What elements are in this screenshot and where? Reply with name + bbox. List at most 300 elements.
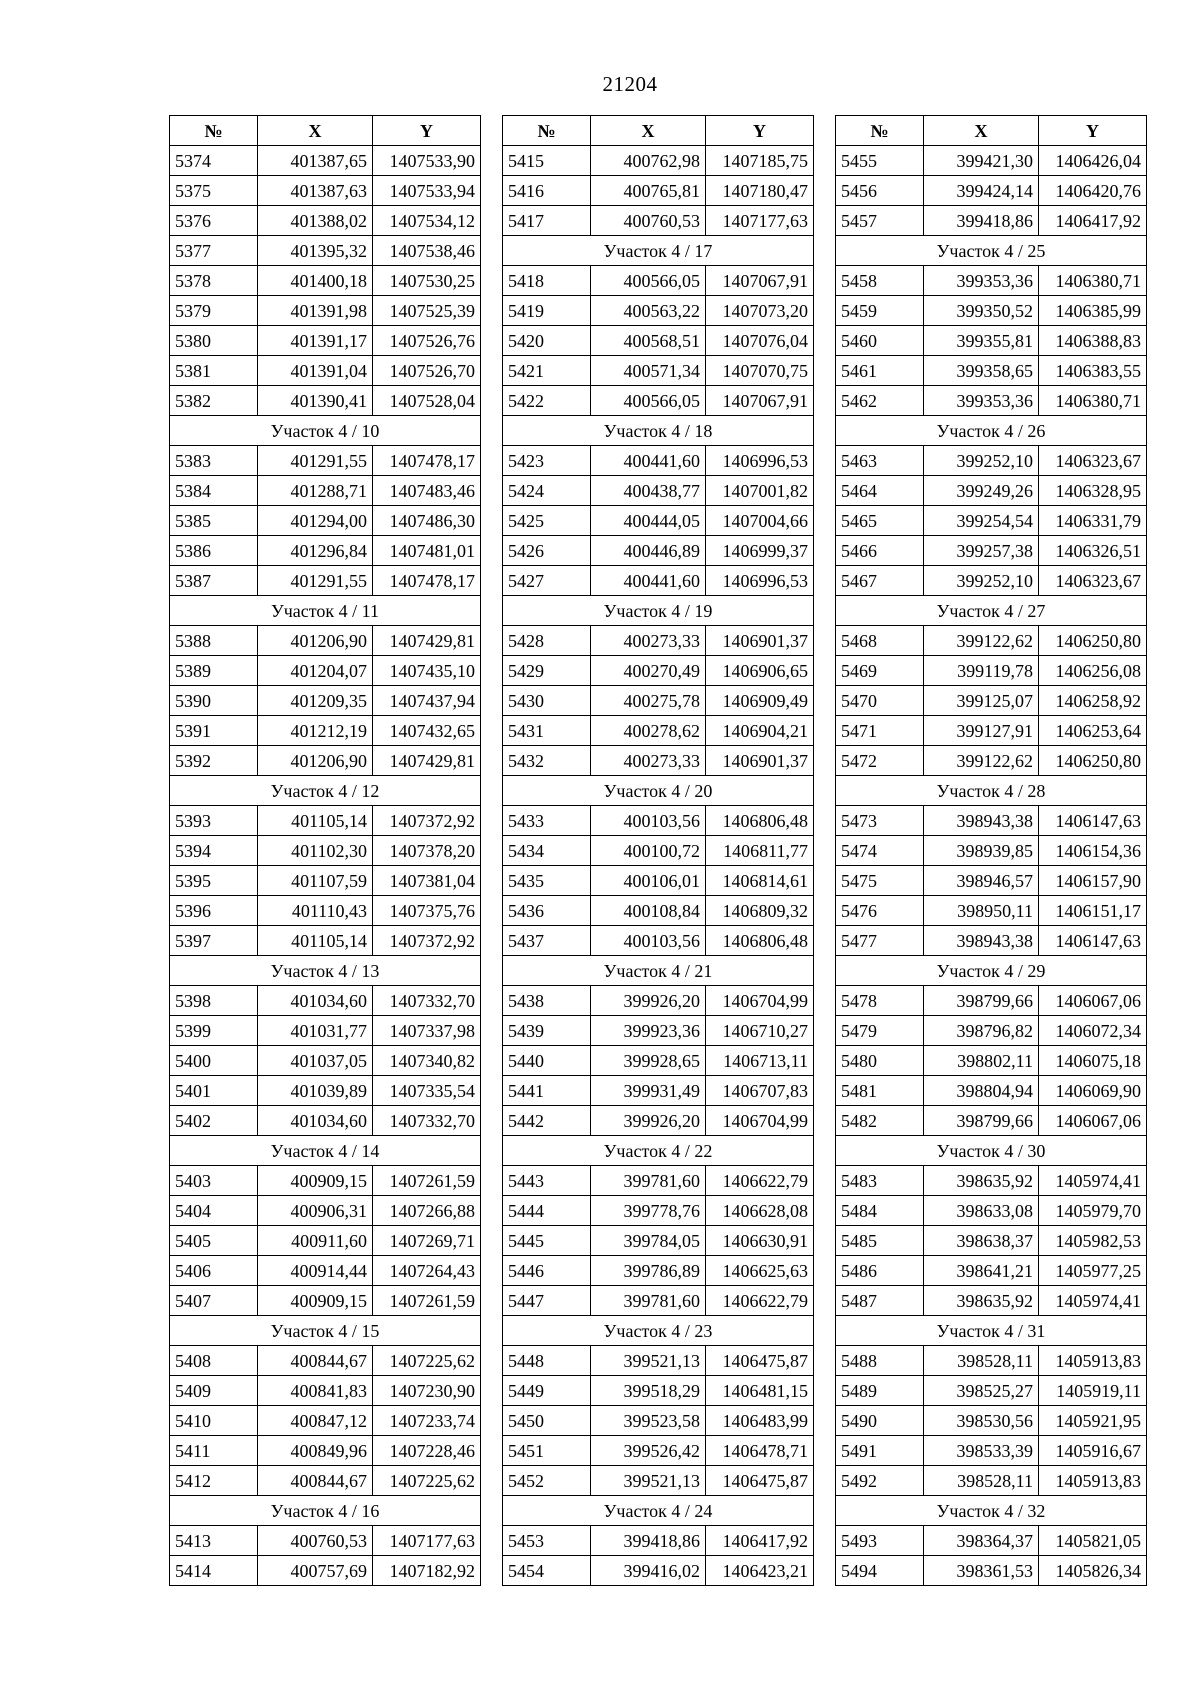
section-label: Участок 4 / 28 <box>836 776 1147 806</box>
x-coordinate: 400849,96 <box>258 1436 373 1466</box>
table-row <box>170 1226 481 1256</box>
table-row <box>503 266 814 296</box>
section-label: Участок 4 / 14 <box>170 1136 481 1166</box>
section-label: Участок 4 / 23 <box>503 1316 814 1346</box>
y-coordinate: 1407534,12 <box>373 206 481 236</box>
point-number: 5460 <box>836 326 924 356</box>
point-number: 5417 <box>503 206 591 236</box>
x-coordinate: 399252,10 <box>924 566 1039 596</box>
x-coordinate: 401291,55 <box>258 566 373 596</box>
x-coordinate: 401209,35 <box>258 686 373 716</box>
x-coordinate: 401291,55 <box>258 446 373 476</box>
y-coordinate: 1406420,76 <box>1039 176 1147 206</box>
table-row <box>503 326 814 356</box>
point-number: 5444 <box>503 1196 591 1226</box>
y-coordinate: 1406072,34 <box>1039 1016 1147 1046</box>
section-label: Участок 4 / 24 <box>503 1496 814 1526</box>
table-row <box>836 926 1147 956</box>
x-coordinate: 401105,14 <box>258 926 373 956</box>
x-coordinate: 398638,37 <box>924 1226 1039 1256</box>
x-coordinate: 399781,60 <box>591 1286 706 1316</box>
point-number: 5448 <box>503 1346 591 1376</box>
table-row <box>503 926 814 956</box>
x-coordinate: 399257,38 <box>924 536 1039 566</box>
y-coordinate: 1406481,15 <box>706 1376 814 1406</box>
section-row <box>836 416 1147 446</box>
table-row <box>836 1106 1147 1136</box>
x-coordinate: 401107,59 <box>258 866 373 896</box>
point-number: 5485 <box>836 1226 924 1256</box>
x-coordinate: 399358,65 <box>924 356 1039 386</box>
point-number: 5486 <box>836 1256 924 1286</box>
point-number: 5398 <box>170 986 258 1016</box>
table-row <box>836 1526 1147 1556</box>
x-coordinate: 399122,62 <box>924 746 1039 776</box>
x-coordinate: 400438,77 <box>591 476 706 506</box>
x-coordinate: 400106,01 <box>591 866 706 896</box>
x-coordinate: 401388,02 <box>258 206 373 236</box>
x-coordinate: 401102,30 <box>258 836 373 866</box>
x-coordinate: 400103,56 <box>591 926 706 956</box>
table-row <box>170 686 481 716</box>
y-coordinate: 1405977,25 <box>1039 1256 1147 1286</box>
y-coordinate: 1407067,91 <box>706 386 814 416</box>
y-coordinate: 1406901,37 <box>706 626 814 656</box>
y-coordinate: 1407525,39 <box>373 296 481 326</box>
point-number: 5403 <box>170 1166 258 1196</box>
y-coordinate: 1406906,65 <box>706 656 814 686</box>
y-coordinate: 1406423,21 <box>706 1556 814 1586</box>
point-number: 5431 <box>503 716 591 746</box>
point-number: 5402 <box>170 1106 258 1136</box>
point-number: 5397 <box>170 926 258 956</box>
point-number: 5424 <box>503 476 591 506</box>
x-coordinate: 399784,05 <box>591 1226 706 1256</box>
section-row <box>836 236 1147 266</box>
table-row <box>170 326 481 356</box>
point-number: 5435 <box>503 866 591 896</box>
table-row <box>836 1406 1147 1436</box>
table-row <box>503 1076 814 1106</box>
y-coordinate: 1406326,51 <box>1039 536 1147 566</box>
x-coordinate: 401391,17 <box>258 326 373 356</box>
table-row <box>503 566 814 596</box>
y-coordinate: 1406996,53 <box>706 566 814 596</box>
table-row <box>836 806 1147 836</box>
point-number: 5452 <box>503 1466 591 1496</box>
y-coordinate: 1407070,75 <box>706 356 814 386</box>
table-row <box>836 386 1147 416</box>
x-coordinate: 400847,12 <box>258 1406 373 1436</box>
point-number: 5400 <box>170 1046 258 1076</box>
table-body <box>503 146 814 1586</box>
table-row <box>836 1376 1147 1406</box>
point-number: 5384 <box>170 476 258 506</box>
point-number: 5423 <box>503 446 591 476</box>
x-coordinate: 400909,15 <box>258 1286 373 1316</box>
x-coordinate: 399518,29 <box>591 1376 706 1406</box>
section-row <box>836 1496 1147 1526</box>
point-number: 5386 <box>170 536 258 566</box>
y-coordinate: 1407264,43 <box>373 1256 481 1286</box>
point-number: 5469 <box>836 656 924 686</box>
section-label: Участок 4 / 19 <box>503 596 814 626</box>
header-x: X <box>924 116 1039 146</box>
table-row <box>836 1346 1147 1376</box>
table-row <box>836 1556 1147 1586</box>
y-coordinate: 1406380,71 <box>1039 266 1147 296</box>
section-row <box>836 776 1147 806</box>
x-coordinate: 401034,60 <box>258 1106 373 1136</box>
y-coordinate: 1407073,20 <box>706 296 814 326</box>
table-row <box>503 176 814 206</box>
x-coordinate: 400906,31 <box>258 1196 373 1226</box>
x-coordinate: 399353,36 <box>924 386 1039 416</box>
table-row <box>170 1556 481 1586</box>
x-coordinate: 398939,85 <box>924 836 1039 866</box>
point-number: 5462 <box>836 386 924 416</box>
x-coordinate: 401390,41 <box>258 386 373 416</box>
point-number: 5433 <box>503 806 591 836</box>
x-coordinate: 401212,19 <box>258 716 373 746</box>
y-coordinate: 1407261,59 <box>373 1286 481 1316</box>
point-number: 5413 <box>170 1526 258 1556</box>
y-coordinate: 1406806,48 <box>706 806 814 836</box>
table-row <box>836 476 1147 506</box>
y-coordinate: 1407332,70 <box>373 986 481 1016</box>
section-row <box>503 1496 814 1526</box>
x-coordinate: 399523,58 <box>591 1406 706 1436</box>
header-y: Y <box>373 116 481 146</box>
y-coordinate: 1407233,74 <box>373 1406 481 1436</box>
x-coordinate: 401206,90 <box>258 746 373 776</box>
table-row <box>836 206 1147 236</box>
point-number: 5436 <box>503 896 591 926</box>
table-row <box>503 1436 814 1466</box>
section-label: Участок 4 / 12 <box>170 776 481 806</box>
table-row <box>503 1346 814 1376</box>
point-number: 5405 <box>170 1226 258 1256</box>
table-row <box>503 1196 814 1226</box>
table-row <box>170 176 481 206</box>
x-coordinate: 401110,43 <box>258 896 373 926</box>
y-coordinate: 1406625,63 <box>706 1256 814 1286</box>
y-coordinate: 1406383,55 <box>1039 356 1147 386</box>
y-coordinate: 1405826,34 <box>1039 1556 1147 1586</box>
table-row <box>503 716 814 746</box>
x-coordinate: 398361,53 <box>924 1556 1039 1586</box>
table-row <box>503 1166 814 1196</box>
point-number: 5434 <box>503 836 591 866</box>
header-x: X <box>258 116 373 146</box>
point-number: 5385 <box>170 506 258 536</box>
section-row <box>170 1496 481 1526</box>
y-coordinate: 1407481,01 <box>373 536 481 566</box>
table-row <box>170 896 481 926</box>
table-row <box>503 656 814 686</box>
y-coordinate: 1406417,92 <box>706 1526 814 1556</box>
y-coordinate: 1406483,99 <box>706 1406 814 1436</box>
point-number: 5425 <box>503 506 591 536</box>
section-row <box>170 956 481 986</box>
section-row <box>503 1136 814 1166</box>
x-coordinate: 400278,62 <box>591 716 706 746</box>
point-number: 5415 <box>503 146 591 176</box>
y-coordinate: 1406628,08 <box>706 1196 814 1226</box>
table-row <box>503 986 814 1016</box>
table-row <box>503 1556 814 1586</box>
point-number: 5404 <box>170 1196 258 1226</box>
point-number: 5449 <box>503 1376 591 1406</box>
point-number: 5445 <box>503 1226 591 1256</box>
y-coordinate: 1407478,17 <box>373 446 481 476</box>
x-coordinate: 398946,57 <box>924 866 1039 896</box>
point-number: 5429 <box>503 656 591 686</box>
point-number: 5421 <box>503 356 591 386</box>
point-number: 5491 <box>836 1436 924 1466</box>
table-row <box>170 656 481 686</box>
point-number: 5458 <box>836 266 924 296</box>
table-row <box>836 656 1147 686</box>
point-number: 5380 <box>170 326 258 356</box>
x-coordinate: 401387,65 <box>258 146 373 176</box>
table-row <box>170 986 481 1016</box>
x-coordinate: 398633,08 <box>924 1196 1039 1226</box>
table-row <box>170 1286 481 1316</box>
section-label: Участок 4 / 18 <box>503 416 814 446</box>
point-number: 5482 <box>836 1106 924 1136</box>
header-num: № <box>836 116 924 146</box>
y-coordinate: 1406157,90 <box>1039 866 1147 896</box>
coordinates-table-3 <box>835 115 1147 1586</box>
y-coordinate: 1407372,92 <box>373 806 481 836</box>
x-coordinate: 398635,92 <box>924 1166 1039 1196</box>
point-number: 5442 <box>503 1106 591 1136</box>
header-row <box>503 116 814 146</box>
section-label: Участок 4 / 16 <box>170 1496 481 1526</box>
section-row <box>836 596 1147 626</box>
point-number: 5412 <box>170 1466 258 1496</box>
y-coordinate: 1407076,04 <box>706 326 814 356</box>
y-coordinate: 1406388,83 <box>1039 326 1147 356</box>
x-coordinate: 398364,37 <box>924 1526 1039 1556</box>
x-coordinate: 400566,05 <box>591 386 706 416</box>
y-coordinate: 1407225,62 <box>373 1346 481 1376</box>
y-coordinate: 1406996,53 <box>706 446 814 476</box>
y-coordinate: 1405919,11 <box>1039 1376 1147 1406</box>
section-row <box>170 596 481 626</box>
table-row <box>170 716 481 746</box>
y-coordinate: 1407177,63 <box>706 206 814 236</box>
y-coordinate: 1407261,59 <box>373 1166 481 1196</box>
table-row <box>170 866 481 896</box>
table-row <box>503 296 814 326</box>
y-coordinate: 1407180,47 <box>706 176 814 206</box>
y-coordinate: 1407340,82 <box>373 1046 481 1076</box>
point-number: 5378 <box>170 266 258 296</box>
y-coordinate: 1406417,92 <box>1039 206 1147 236</box>
x-coordinate: 398525,27 <box>924 1376 1039 1406</box>
x-coordinate: 399421,30 <box>924 146 1039 176</box>
x-coordinate: 399127,91 <box>924 716 1039 746</box>
section-row <box>836 956 1147 986</box>
table-row <box>836 1436 1147 1466</box>
point-number: 5382 <box>170 386 258 416</box>
y-coordinate: 1407269,71 <box>373 1226 481 1256</box>
table-row <box>170 1466 481 1496</box>
x-coordinate: 398641,21 <box>924 1256 1039 1286</box>
y-coordinate: 1406250,80 <box>1039 746 1147 776</box>
x-coordinate: 401387,63 <box>258 176 373 206</box>
table-row <box>836 1076 1147 1106</box>
x-coordinate: 398799,66 <box>924 1106 1039 1136</box>
section-row <box>503 596 814 626</box>
point-number: 5393 <box>170 806 258 836</box>
point-number: 5396 <box>170 896 258 926</box>
y-coordinate: 1406323,67 <box>1039 446 1147 476</box>
point-number: 5430 <box>503 686 591 716</box>
x-coordinate: 399355,81 <box>924 326 1039 356</box>
y-coordinate: 1406622,79 <box>706 1166 814 1196</box>
x-coordinate: 400273,33 <box>591 746 706 776</box>
point-number: 5468 <box>836 626 924 656</box>
x-coordinate: 399926,20 <box>591 1106 706 1136</box>
point-number: 5477 <box>836 926 924 956</box>
y-coordinate: 1406147,63 <box>1039 926 1147 956</box>
point-number: 5473 <box>836 806 924 836</box>
section-row <box>503 416 814 446</box>
point-number: 5472 <box>836 746 924 776</box>
point-number: 5383 <box>170 446 258 476</box>
point-number: 5387 <box>170 566 258 596</box>
x-coordinate: 401206,90 <box>258 626 373 656</box>
y-coordinate: 1407372,92 <box>373 926 481 956</box>
y-coordinate: 1406331,79 <box>1039 506 1147 536</box>
x-coordinate: 398528,11 <box>924 1466 1039 1496</box>
y-coordinate: 1407533,94 <box>373 176 481 206</box>
y-coordinate: 1407185,75 <box>706 146 814 176</box>
x-coordinate: 400108,84 <box>591 896 706 926</box>
table-row <box>503 476 814 506</box>
point-number: 5471 <box>836 716 924 746</box>
x-coordinate: 399119,78 <box>924 656 1039 686</box>
point-number: 5401 <box>170 1076 258 1106</box>
header-y: Y <box>706 116 814 146</box>
x-coordinate: 401294,00 <box>258 506 373 536</box>
point-number: 5440 <box>503 1046 591 1076</box>
table-row <box>503 536 814 566</box>
table-row <box>170 476 481 506</box>
table-row <box>836 266 1147 296</box>
y-coordinate: 1407004,66 <box>706 506 814 536</box>
section-label: Участок 4 / 15 <box>170 1316 481 1346</box>
x-coordinate: 401031,77 <box>258 1016 373 1046</box>
x-coordinate: 400103,56 <box>591 806 706 836</box>
section-label: Участок 4 / 21 <box>503 956 814 986</box>
point-number: 5490 <box>836 1406 924 1436</box>
y-coordinate: 1406069,90 <box>1039 1076 1147 1106</box>
table-row <box>836 536 1147 566</box>
x-coordinate: 399416,02 <box>591 1556 706 1586</box>
x-coordinate: 399521,13 <box>591 1346 706 1376</box>
y-coordinate: 1405913,83 <box>1039 1346 1147 1376</box>
x-coordinate: 398804,94 <box>924 1076 1039 1106</box>
point-number: 5438 <box>503 986 591 1016</box>
y-coordinate: 1406067,06 <box>1039 986 1147 1016</box>
y-coordinate: 1406806,48 <box>706 926 814 956</box>
point-number: 5418 <box>503 266 591 296</box>
x-coordinate: 400914,44 <box>258 1256 373 1286</box>
table-row <box>836 746 1147 776</box>
y-coordinate: 1406475,87 <box>706 1346 814 1376</box>
point-number: 5390 <box>170 686 258 716</box>
x-coordinate: 400441,60 <box>591 446 706 476</box>
x-coordinate: 400100,72 <box>591 836 706 866</box>
y-coordinate: 1406622,79 <box>706 1286 814 1316</box>
table-row <box>836 896 1147 926</box>
point-number: 5474 <box>836 836 924 866</box>
section-label: Участок 4 / 25 <box>836 236 1147 266</box>
x-coordinate: 399252,10 <box>924 446 1039 476</box>
point-number: 5475 <box>836 866 924 896</box>
table-row <box>503 686 814 716</box>
y-coordinate: 1407533,90 <box>373 146 481 176</box>
section-row <box>836 1136 1147 1166</box>
table-row <box>170 1016 481 1046</box>
y-coordinate: 1406147,63 <box>1039 806 1147 836</box>
section-label: Участок 4 / 13 <box>170 956 481 986</box>
section-row <box>170 1136 481 1166</box>
y-coordinate: 1406253,64 <box>1039 716 1147 746</box>
y-coordinate: 1406814,61 <box>706 866 814 896</box>
x-coordinate: 398943,38 <box>924 926 1039 956</box>
point-number: 5488 <box>836 1346 924 1376</box>
table-row <box>503 1466 814 1496</box>
point-number: 5395 <box>170 866 258 896</box>
table-row <box>836 566 1147 596</box>
x-coordinate: 400762,98 <box>591 146 706 176</box>
section-label: Участок 4 / 26 <box>836 416 1147 446</box>
point-number: 5389 <box>170 656 258 686</box>
table-row <box>836 356 1147 386</box>
x-coordinate: 401391,04 <box>258 356 373 386</box>
x-coordinate: 399249,26 <box>924 476 1039 506</box>
y-coordinate: 1406909,49 <box>706 686 814 716</box>
x-coordinate: 398943,38 <box>924 806 1039 836</box>
table-row <box>170 356 481 386</box>
table-row <box>836 296 1147 326</box>
section-row <box>503 956 814 986</box>
x-coordinate: 398950,11 <box>924 896 1039 926</box>
table-row <box>836 1256 1147 1286</box>
point-number: 5451 <box>503 1436 591 1466</box>
y-coordinate: 1407486,30 <box>373 506 481 536</box>
x-coordinate: 401204,07 <box>258 656 373 686</box>
point-number: 5494 <box>836 1556 924 1586</box>
section-row <box>170 776 481 806</box>
table-row <box>836 326 1147 356</box>
point-number: 5428 <box>503 626 591 656</box>
table-row <box>170 1436 481 1466</box>
x-coordinate: 400760,53 <box>591 206 706 236</box>
x-coordinate: 401039,89 <box>258 1076 373 1106</box>
section-label: Участок 4 / 20 <box>503 776 814 806</box>
table-row <box>836 1016 1147 1046</box>
y-coordinate: 1405982,53 <box>1039 1226 1147 1256</box>
section-row <box>503 236 814 266</box>
table-row <box>503 836 814 866</box>
x-coordinate: 398528,11 <box>924 1346 1039 1376</box>
